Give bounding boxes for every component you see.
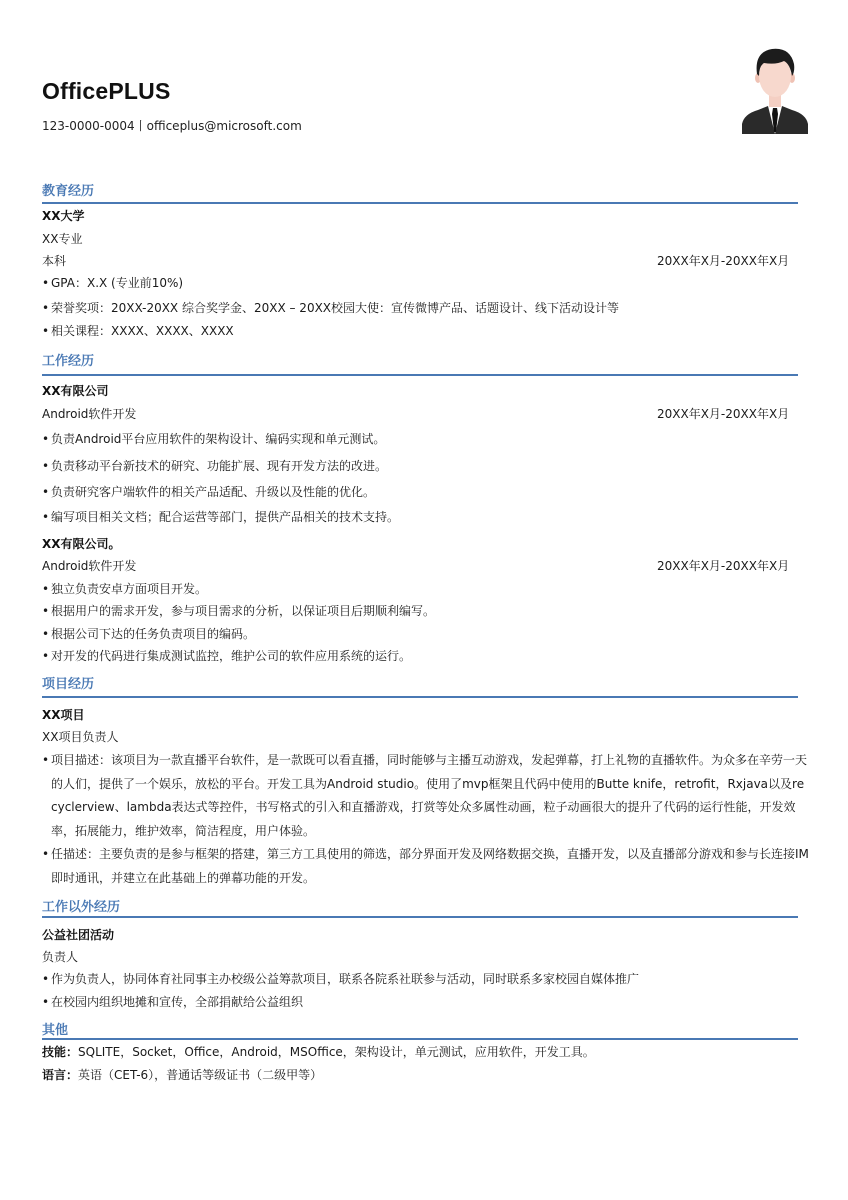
list-item: • 任描述：主要负责的是参与框架的搭建，第三方工具使用的筛选，部分界面开发及网络数据交换，直播开发，以及直播部分游戏和参与长连接IM即时通讯，并建立在此基础上的弹幕功能的开发。 bbox=[42, 847, 809, 885]
major: XX专业 bbox=[42, 232, 83, 246]
skills-value: SQLITE，Socket，Office，Android，MSOffice，架构设计，单元测试，应用软件，开发工具。 bbox=[78, 1045, 595, 1059]
avatar-photo-icon bbox=[740, 44, 810, 134]
section-divider bbox=[42, 916, 798, 918]
list-item: • 荣誉奖项：20XX-20XX 综合奖学金、20XX – 20XX校园大使：宣传微博产品、话题设计、线下活动设计等 bbox=[42, 301, 620, 315]
section-title-extra: 工作以外经历 bbox=[42, 900, 121, 915]
school-name: XX大学 bbox=[42, 209, 85, 223]
section-divider bbox=[42, 696, 798, 698]
section-title-education: 教育经历 bbox=[42, 184, 95, 199]
list-item: • 负责Android平台应用软件的架构设计、编码实现和单元测试。 bbox=[42, 432, 386, 446]
list-item: • 根据公司下达的任务负责项目的编码。 bbox=[42, 627, 256, 641]
project-name: XX项目 bbox=[42, 708, 85, 722]
job-date: 20XX年X月-20XX年X月 bbox=[657, 407, 790, 421]
section-divider bbox=[42, 202, 798, 204]
skills-label: 技能： bbox=[42, 1045, 79, 1059]
list-item: • 编写项目相关文档；配合运营等部门，提供产品相关的技术支持。 bbox=[42, 510, 400, 524]
language-line bbox=[42, 1066, 322, 1083]
job-role: Android软件开发 bbox=[42, 559, 137, 573]
list-item: • GPA：X.X (专业前10%) bbox=[42, 276, 184, 290]
section-title-other: 其他 bbox=[42, 1023, 69, 1038]
degree: 本科 bbox=[42, 254, 67, 268]
job-role: Android软件开发 bbox=[42, 407, 137, 421]
org-name: 公益社团活动 bbox=[42, 928, 115, 942]
list-item: • 项目描述：该项目为一款直播平台软件，是一款既可以看直播，同时能够与主播互动游戏，发起弹幕，打上礼物的直播软件。为众多在辛劳一天的人们，提供了一个娱乐，放松的平台。开发工具为Android studio。使用了mvp框架且代码中使用的Butte knife，retrofit，Rxjava以及recyclerview、lambda表达式等控件，书写格式的引入和直播游戏，打赏等处众多属性动画，粒子动画很大的提升了代码的运行性能，开发效率，拓展能力，维护效率，简洁程度，用户体验。 bbox=[42, 753, 808, 838]
language-value: 英语（CET-6），普通话等级证书（二级甲等） bbox=[78, 1068, 323, 1082]
list-item: • 负责研究客户端软件的相关产品适配、升级以及性能的优化。 bbox=[42, 485, 376, 499]
list-item: • 独立负责安卓方面项目开发。 bbox=[42, 582, 208, 596]
section-divider bbox=[42, 374, 798, 376]
list-item: • 相关课程：XXXX、XXXX、XXXX bbox=[42, 324, 234, 338]
candidate-name: OfficePLUS bbox=[42, 78, 171, 104]
list-item: • 根据用户的需求开发，参与项目需求的分析，以保证项目后期顺利编写。 bbox=[42, 604, 436, 618]
section-title-projects: 项目经历 bbox=[42, 677, 95, 692]
project-role: XX项目负责人 bbox=[42, 730, 119, 744]
list-item: • 负责移动平台新技术的研究、功能扩展、现有开发方法的改进。 bbox=[42, 459, 388, 473]
contact-info: 123-0000-0004丨officeplus@microsoft.com bbox=[42, 119, 302, 133]
company-name: XX有限公司 bbox=[42, 384, 109, 398]
skills-line bbox=[42, 1043, 595, 1060]
org-role: 负责人 bbox=[42, 950, 79, 964]
list-item: • 在校园内组织地摊和宣传，全部捐献给公益组织 bbox=[42, 995, 304, 1009]
job-date: 20XX年X月-20XX年X月 bbox=[657, 559, 790, 573]
language-label: 语言： bbox=[42, 1068, 79, 1082]
section-title-work: 工作经历 bbox=[42, 354, 95, 369]
company-name: XX有限公司。 bbox=[42, 537, 121, 551]
section-divider bbox=[42, 1038, 798, 1040]
list-item: • 作为负责人，协同体育社同事主办校级公益筹款项目，联系各院系社联参与活动，同时联系多家校园自媒体推广 bbox=[42, 972, 640, 986]
list-item: • 对开发的代码进行集成测试监控，维护公司的软件应用系统的运行。 bbox=[42, 649, 412, 663]
education-date: 20XX年X月-20XX年X月 bbox=[657, 254, 790, 268]
